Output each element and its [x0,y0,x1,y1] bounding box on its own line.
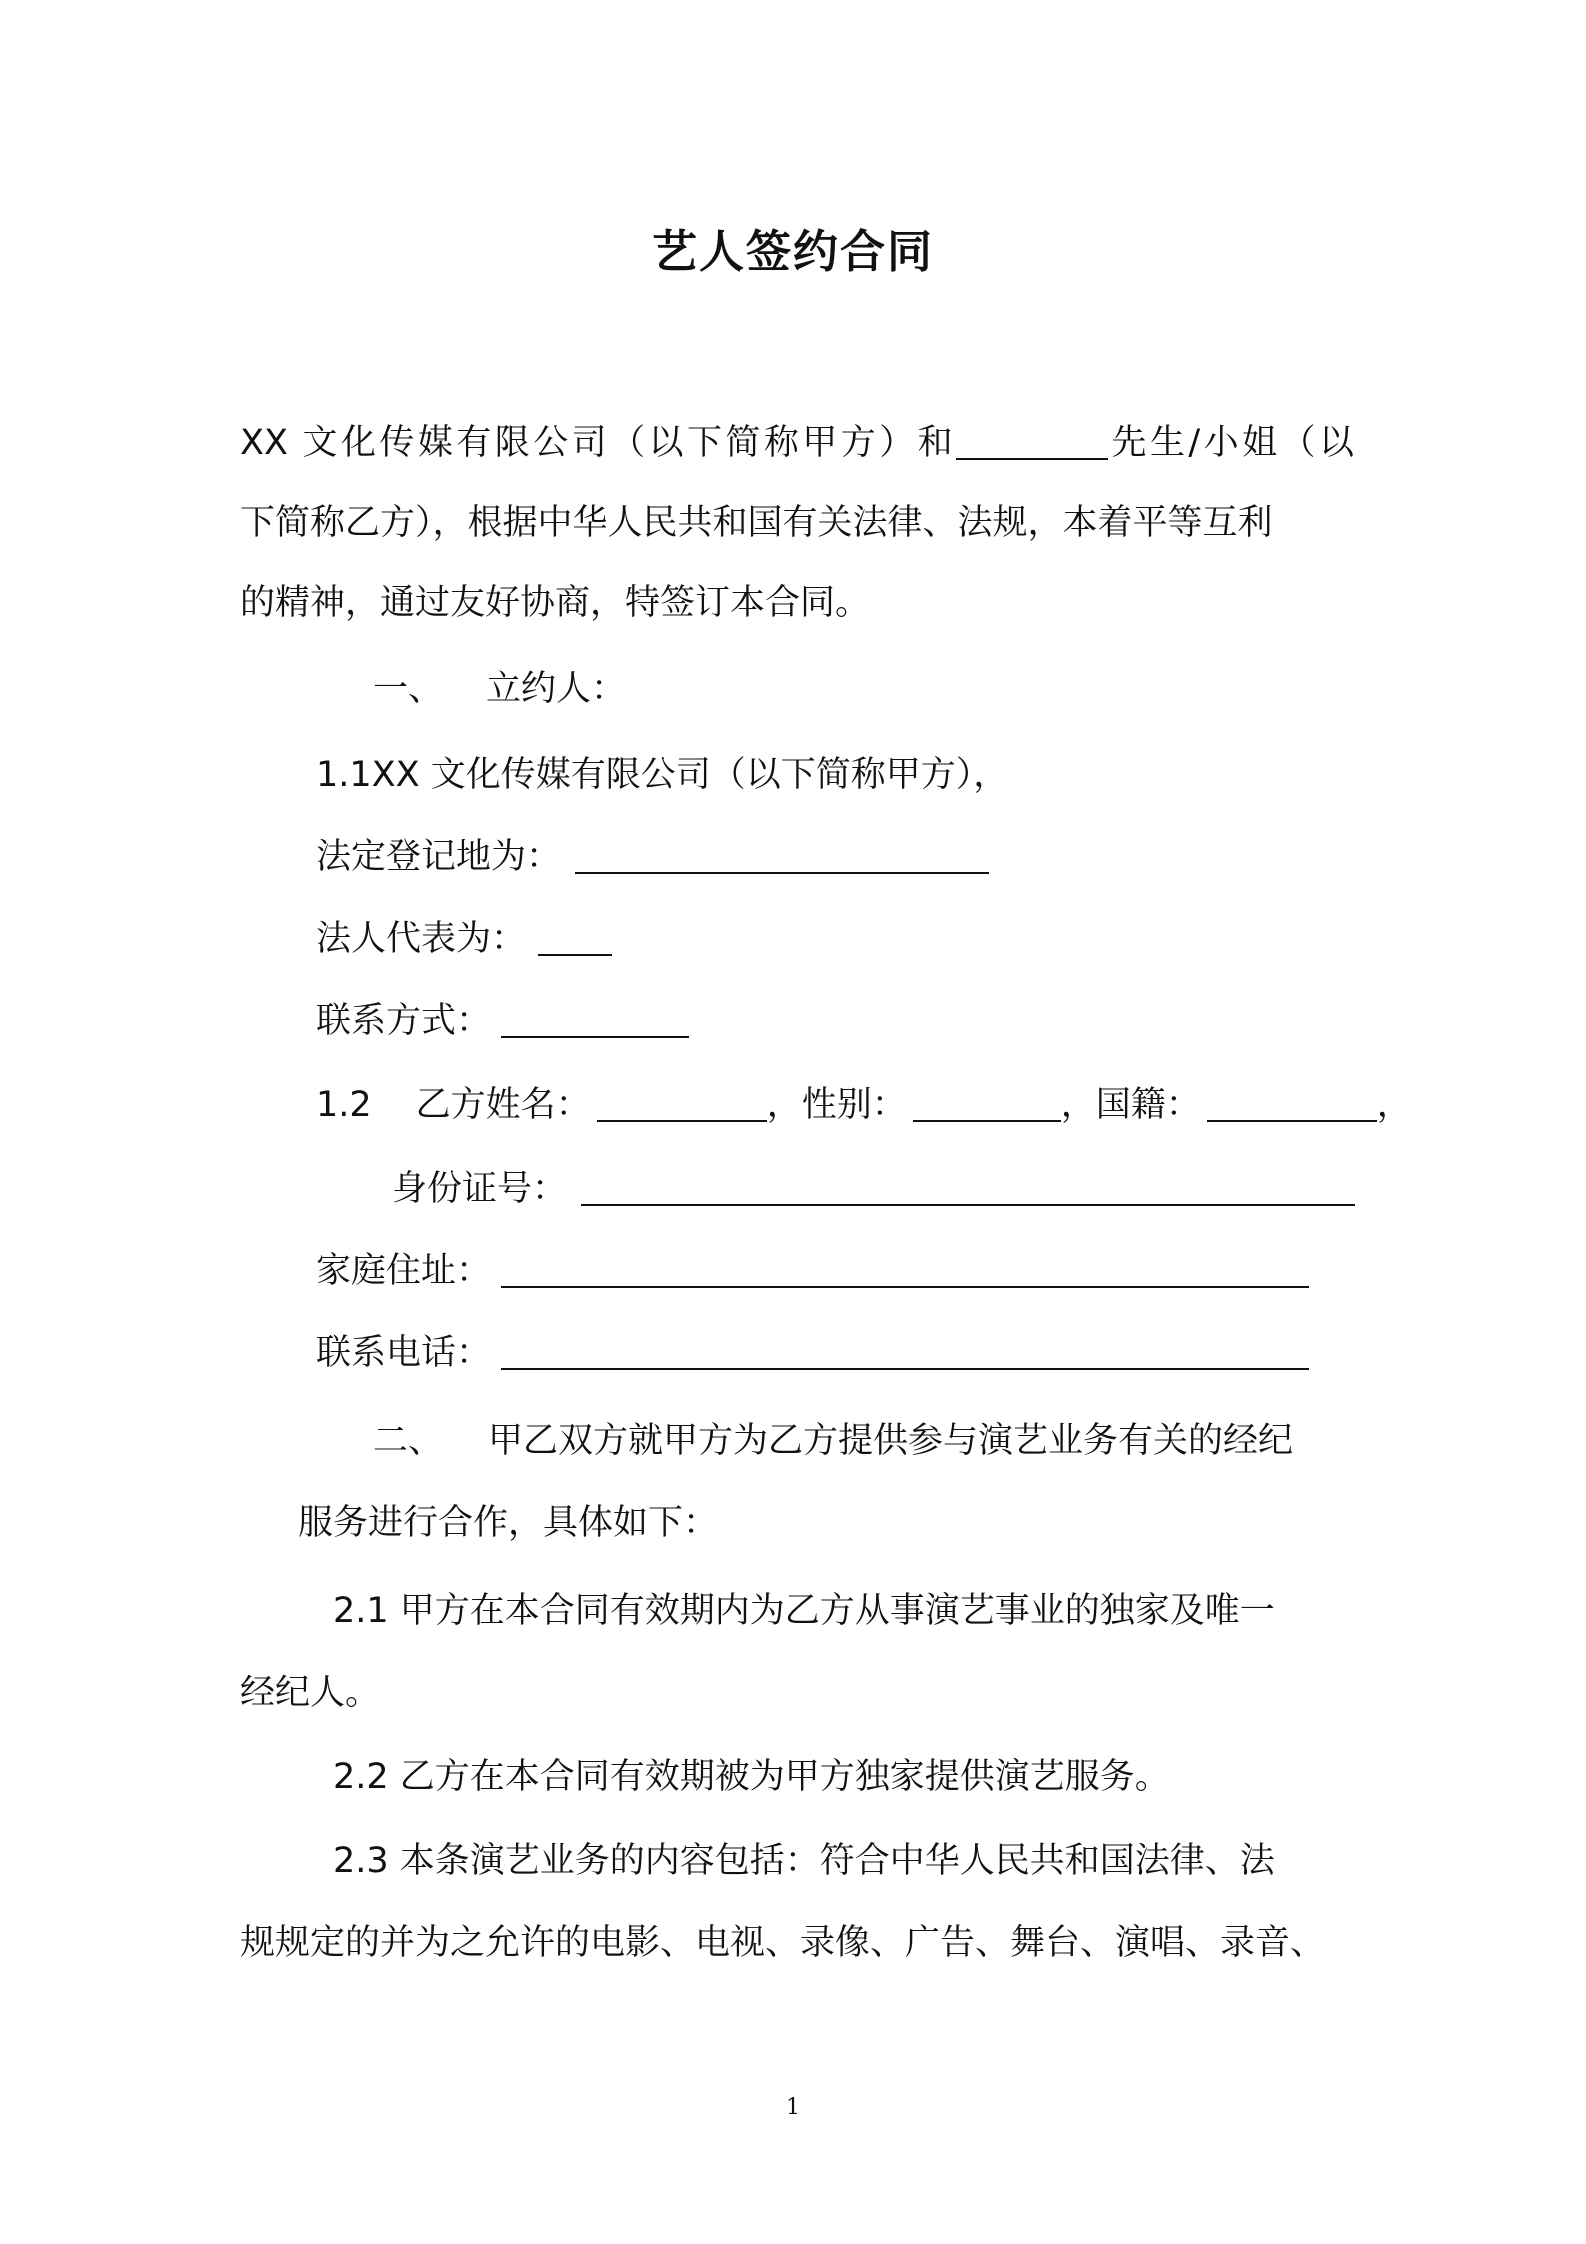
gender-label: ，性别： [766,1085,907,1125]
clause-2-1-a: 2.1 甲方在本合同有效期内为乙方从事演艺事业的独家及唯一 [333,1591,1275,1631]
company-contact-blank[interactable] [501,998,689,1038]
clause-2-3-b: 规规定的并为之允许的电影、电视、录像、广告、舞台、演唱、录音、 [240,1923,1326,1963]
phone-field[interactable] [501,1330,1309,1370]
company-contact-label: 联系方式： [316,1001,492,1041]
preamble-line-2: 下简称乙方），根据中华人民共和国有关法律、法规，本着平等互利 [240,503,1273,543]
preamble-line-3: 的精神，通过友好协商，特签订本合同。 [240,583,871,623]
section-1-number: 一、 [373,669,444,709]
reg-address-blank[interactable] [575,834,989,874]
item-1-1: 1.1XX 文化传媒有限公司（以下简称甲方）， [316,755,1009,795]
legal-rep-blank[interactable] [538,916,612,956]
id-number-row [392,1164,1355,1214]
trailing-comma: ， [1376,1085,1412,1125]
item-1-2-row [316,1080,1412,1130]
reg-address-row [316,832,989,882]
id-number-label: 身份证号： [392,1169,568,1209]
home-address-label: 家庭住址： [316,1251,492,1291]
home-address-row [316,1246,1309,1296]
clause-2-2: 2.2 乙方在本合同有效期被为甲方独家提供演艺服务。 [333,1757,1170,1797]
artist-name-field[interactable] [597,1082,767,1122]
phone-label: 联系电话： [316,1333,492,1373]
nationality-label: ，国籍： [1060,1085,1201,1125]
item-1-2-number: 1.2 [316,1085,372,1125]
artist-name-blank[interactable] [956,420,1108,460]
clause-2-3-a: 2.3 本条演艺业务的内容包括：符合中华人民共和国法律、法 [333,1841,1275,1881]
reg-address-label: 法定登记地为： [316,837,562,877]
home-address-field[interactable] [501,1248,1309,1288]
clause-2-1-b: 经纪人。 [240,1673,381,1713]
preamble-line-1 [240,418,1354,468]
company-contact-row [316,996,689,1046]
page-number: 1 [786,2095,800,2120]
section-2-number: 二、 [373,1421,444,1461]
section-2-heading-b: 服务进行合作，具体如下： [298,1503,719,1543]
artist-name-label: 乙方姓名： [415,1085,591,1125]
nationality-field[interactable] [1207,1082,1377,1122]
section-2-heading-a: 甲乙双方就甲方为乙方提供参与演艺业务有关的经纪 [488,1421,1294,1461]
section-1-heading: 立约人： [486,669,627,709]
preamble-text-b: 先生/小姐（以 [1108,423,1354,463]
legal-rep-label: 法人代表为： [316,919,527,959]
phone-row [316,1328,1309,1378]
gender-field[interactable] [913,1082,1061,1122]
id-number-field[interactable] [581,1166,1355,1206]
document-title: 艺人签约合同 [651,225,934,278]
legal-rep-row [316,914,612,964]
preamble-text-a: XX 文化传媒有限公司（以下简称甲方）和 [240,423,957,463]
